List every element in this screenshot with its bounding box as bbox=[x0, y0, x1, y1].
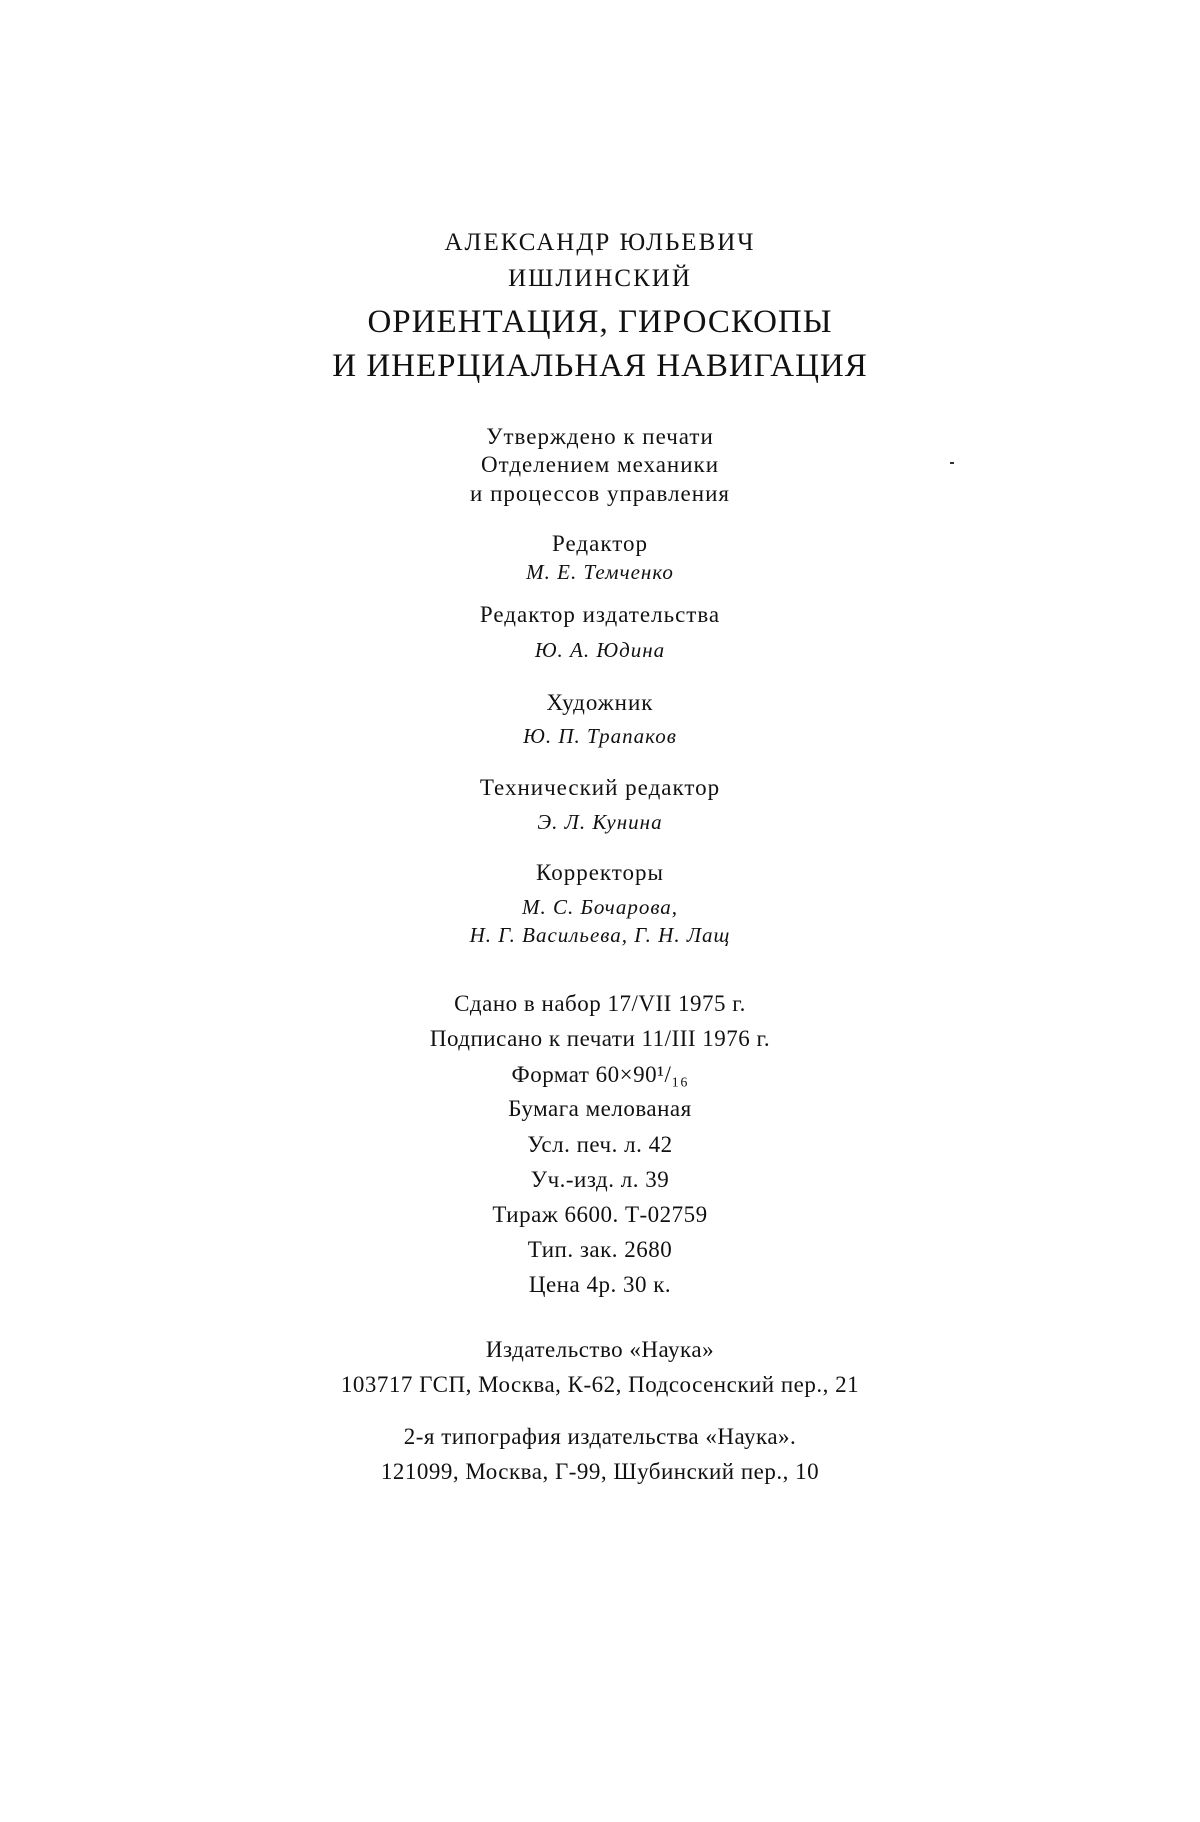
artist-label: Художник bbox=[546, 690, 654, 715]
circulation: Тираж 6600. Т-02759 bbox=[492, 1202, 708, 1227]
book-title-line-1: ОРИЕНТАЦИЯ, ГИРОСКОПЫ bbox=[367, 304, 833, 340]
proofreaders-line-2: Н. Г. Васильева, Г. Н. Лащ bbox=[469, 923, 731, 947]
proofreaders-label: Корректоры bbox=[536, 860, 664, 885]
proofreaders-line-1: М. С. Бочарова, bbox=[521, 895, 679, 919]
book-title-line-2: И ИНЕРЦИАЛЬНАЯ НАВИГАЦИЯ bbox=[332, 348, 868, 384]
price: Цена 4р. 30 к. bbox=[528, 1272, 672, 1297]
author-last-name: ИШЛИНСКИЙ bbox=[508, 265, 692, 292]
typeset-date: Сдано в набор 17/VII 1975 г. bbox=[454, 991, 746, 1016]
printer-name: 2-я типография издательства «Наука». bbox=[403, 1424, 797, 1449]
signed-date: Подписано к печати 11/III 1976 г. bbox=[429, 1026, 771, 1051]
approval-line-3: и процессов управления bbox=[470, 481, 730, 506]
paper-type: Бумага мелованая bbox=[508, 1096, 692, 1121]
publisher-address: 103717 ГСП, Москва, К-62, Подсосенский пер., 21 bbox=[340, 1372, 860, 1397]
editor-label: Редактор bbox=[552, 531, 648, 556]
publisher-editor-label: Редактор издательства bbox=[479, 602, 721, 627]
approval-line-2: Отделением механики bbox=[480, 452, 720, 477]
publisher-sheets: Уч.-изд. л. 39 bbox=[530, 1167, 670, 1192]
tech-editor-label: Технический редактор bbox=[479, 775, 721, 800]
editor-name: М. Е. Темченко bbox=[526, 560, 674, 584]
tech-editor-name: Э. Л. Кунина bbox=[537, 810, 663, 834]
approval-line-1: Утверждено к печати bbox=[486, 424, 714, 449]
printer-address: 121099, Москва, Г-99, Шубинский пер., 10 bbox=[380, 1459, 820, 1484]
author-first-line: АЛЕКСАНДР ЮЛЬЕВИЧ bbox=[444, 229, 756, 256]
publisher-name: Издательство «Наука» bbox=[485, 1337, 715, 1362]
book-format: Формат 60×90¹/₁₆ bbox=[511, 1062, 689, 1087]
publisher-editor-name: Ю. А. Юдина bbox=[534, 638, 666, 662]
print-sheets: Усл. печ. л. 42 bbox=[527, 1132, 673, 1157]
scan-speck bbox=[950, 462, 954, 464]
artist-name: Ю. П. Трапаков bbox=[523, 724, 677, 748]
order-number: Тип. зак. 2680 bbox=[527, 1237, 673, 1262]
